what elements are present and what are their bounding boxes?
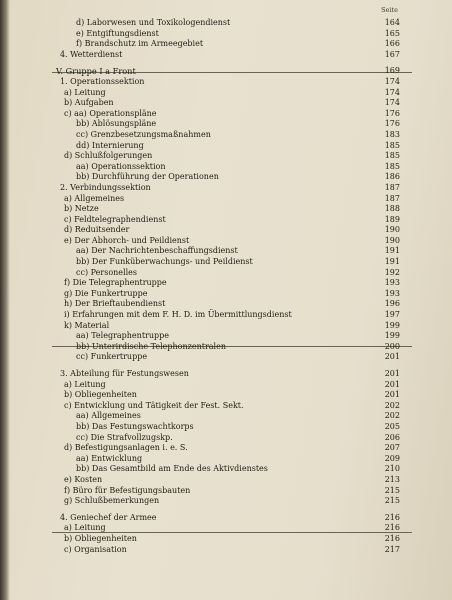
toc-entry-label: h) Der Brieftaubendienst <box>64 299 166 309</box>
toc-entry <box>0 464 452 475</box>
toc-entry-label: 4. Wetterdienst <box>60 49 123 59</box>
toc-entry <box>0 545 452 556</box>
toc-entry-page: 185 <box>384 151 400 161</box>
toc-entry-page: 183 <box>384 129 400 139</box>
toc-entry <box>0 289 452 300</box>
toc-entry <box>0 215 452 226</box>
toc-entry-label: d) Reduitsender <box>64 225 130 235</box>
toc-entry-label: bb) Das Gesamtbild am Ende des Aktivdienstes <box>76 464 268 474</box>
toc-entry-page: 165 <box>384 28 400 38</box>
toc-entry <box>0 257 452 268</box>
toc-entry-page: 193 <box>384 278 400 288</box>
toc-entry-page: 166 <box>384 39 400 49</box>
toc-entry <box>0 278 452 289</box>
toc-entry-page: 169 <box>384 66 400 76</box>
toc-entry <box>0 50 452 61</box>
toc-entry-label: b) Obliegenheiten <box>64 390 137 400</box>
table-of-contents <box>0 18 452 555</box>
toc-entry-label: e) Kosten <box>64 474 103 484</box>
toc-entry-label: aa) Operationssektion <box>76 161 166 171</box>
page-column-header: Seite <box>381 6 398 14</box>
toc-entry-label: aa) Allgemeines <box>76 411 141 421</box>
toc-entry-label: 2. Verbindungssektion <box>60 182 151 192</box>
toc-entry-label: V. Gruppe I a Front <box>56 66 136 77</box>
toc-entry-page: 201 <box>384 352 400 362</box>
toc-entry-page: 207 <box>384 443 400 453</box>
toc-entry <box>0 119 452 130</box>
toc-entry-page: 193 <box>384 288 400 298</box>
toc-entry-label: e) Entgiftungsdienst <box>76 28 159 38</box>
toc-entry <box>0 401 452 412</box>
toc-entry <box>0 183 452 194</box>
toc-entry <box>0 454 452 465</box>
toc-entry-label: 4. Geniechef der Armee <box>60 512 157 522</box>
toc-entry <box>0 98 452 109</box>
toc-entry-label: f) Die Telegraphentruppe <box>64 278 167 288</box>
toc-entry-page: 216 <box>384 523 400 533</box>
toc-entry-label: aa) Telegraphentruppe <box>76 331 169 341</box>
toc-entry-page: 174 <box>384 76 400 86</box>
toc-entry <box>0 321 452 332</box>
toc-entry <box>0 534 452 545</box>
toc-entry-page: 215 <box>384 485 400 495</box>
toc-entry-page: 187 <box>384 182 400 192</box>
toc-entry <box>0 342 452 353</box>
toc-entry-label: bb) Der Funküberwachungs- und Peildienst <box>76 257 253 267</box>
toc-entry-label: d) Schlußfolgerungen <box>64 151 153 161</box>
toc-entry <box>0 39 452 50</box>
toc-entry-page: 190 <box>384 225 400 235</box>
toc-entry-label: 1. Operationssektion <box>60 76 145 86</box>
toc-entry <box>0 486 452 497</box>
toc-entry-label: bb) Das Festungswachtkorps <box>76 421 194 431</box>
toc-entry-page: 176 <box>384 108 400 118</box>
toc-entry <box>0 380 452 391</box>
toc-entry <box>0 109 452 120</box>
toc-entry <box>0 268 452 279</box>
toc-entry <box>0 88 452 99</box>
toc-entry <box>0 422 452 433</box>
toc-entry-page: 201 <box>384 379 400 389</box>
toc-entry-label: aa) Entwicklung <box>76 453 143 463</box>
toc-entry <box>0 352 452 363</box>
toc-entry-page: 215 <box>384 496 400 506</box>
toc-entry-page: 201 <box>384 390 400 400</box>
toc-entry-page: 216 <box>384 512 400 522</box>
toc-entry <box>0 172 452 183</box>
toc-entry <box>0 204 452 215</box>
toc-entry <box>0 433 452 444</box>
toc-entry <box>0 443 452 454</box>
toc-entry-page: 209 <box>384 453 400 463</box>
toc-entry <box>0 66 452 77</box>
toc-entry <box>0 29 452 40</box>
toc-entry-page: 190 <box>384 235 400 245</box>
toc-entry-page: 185 <box>384 161 400 171</box>
toc-entry-page: 200 <box>384 341 400 351</box>
toc-entry-page: 202 <box>384 411 400 421</box>
toc-entry-page: 213 <box>384 474 400 484</box>
toc-entry-label: bb) Ablösungspläne <box>76 119 157 129</box>
toc-entry-label: a) Allgemeines <box>64 193 125 203</box>
toc-entry <box>0 390 452 401</box>
toc-entry-label: c) Feldtelegraphendienst <box>64 214 166 224</box>
toc-entry-label: cc) Die Strafvollzugskp. <box>76 432 173 442</box>
toc-entry-page: 202 <box>384 400 400 410</box>
toc-entry-page: 186 <box>384 172 400 182</box>
toc-entry-label: b) Obliegenheiten <box>64 533 137 543</box>
toc-entry <box>0 130 452 141</box>
toc-entry <box>0 331 452 342</box>
toc-entry <box>0 411 452 422</box>
toc-entry-page: 216 <box>384 533 400 543</box>
toc-entry-label: cc) Personelles <box>76 267 137 277</box>
toc-entry-page: 196 <box>384 299 400 309</box>
toc-entry <box>0 310 452 321</box>
toc-entry-label: dd) Internierung <box>76 140 144 150</box>
toc-entry-page: 174 <box>384 98 400 108</box>
toc-entry-page: 199 <box>384 320 400 330</box>
toc-entry-page: 189 <box>384 214 400 224</box>
toc-entry-label: b) Aufgaben <box>64 98 114 108</box>
toc-entry-page: 185 <box>384 140 400 150</box>
toc-entry <box>0 299 452 310</box>
toc-entry <box>0 475 452 486</box>
toc-entry <box>0 162 452 173</box>
toc-entry-label: cc) Grenzbesetzungsmaßnahmen <box>76 129 211 139</box>
toc-entry-label: a) Leitung <box>64 87 106 97</box>
toc-entry-page: 192 <box>384 267 400 277</box>
toc-entry <box>0 194 452 205</box>
toc-entry <box>0 225 452 236</box>
toc-entry-page: 174 <box>384 87 400 97</box>
toc-entry-label: c) aa) Operationspläne <box>64 108 157 118</box>
toc-entry-label: f) Büro für Befestigungsbauten <box>64 485 191 495</box>
toc-entry-page: 201 <box>384 369 400 378</box>
toc-entry-label: c) Entwicklung und Tätigkeit der Fest. Sekt. <box>64 400 244 410</box>
toc-entry-page: 199 <box>384 331 400 341</box>
toc-entry-page: 187 <box>384 193 400 203</box>
toc-entry-label: cc) Funkertruppe <box>76 352 148 362</box>
toc-entry <box>0 151 452 162</box>
toc-entry-label: c) Organisation <box>64 544 127 554</box>
toc-entry-page: 191 <box>384 246 400 256</box>
toc-entry-page: 188 <box>384 204 400 214</box>
toc-entry <box>0 523 452 534</box>
toc-entry <box>0 496 452 507</box>
toc-entry-label: 3. Abteilung für Festungswesen <box>60 369 189 378</box>
toc-entry-page: 205 <box>384 421 400 431</box>
toc-entry <box>0 236 452 247</box>
toc-entry-label: aa) Der Nachrichtenbeschaffungsdienst <box>76 246 238 256</box>
toc-entry-page: 164 <box>384 18 400 27</box>
toc-entry-label: d) Laborwesen und Toxikologendienst <box>76 18 231 27</box>
toc-entry-label: b) Netze <box>64 204 99 214</box>
toc-entry-label: bb) Unterirdische Telephonzentralen <box>76 341 226 351</box>
toc-entry-label: bb) Durchführung der Operationen <box>76 172 219 182</box>
toc-entry-page: 191 <box>384 257 400 267</box>
toc-entry-page: 210 <box>384 464 400 474</box>
toc-entry-page: 197 <box>384 310 400 320</box>
toc-entry-label: i) Erfahrungen mit dem F. H. D. im Übermittlungsdienst <box>64 310 292 320</box>
toc-entry-label: a) Leitung <box>64 379 106 389</box>
toc-entry <box>0 369 452 380</box>
toc-entry-page: 217 <box>384 544 400 554</box>
toc-entry-label: g) Die Funkertruppe <box>64 288 148 298</box>
toc-entry <box>0 77 452 88</box>
toc-entry-page: 167 <box>384 49 400 59</box>
toc-entry-label: a) Leitung <box>64 523 106 533</box>
toc-entry <box>0 141 452 152</box>
toc-entry-page: 176 <box>384 119 400 129</box>
toc-entry <box>0 18 452 29</box>
toc-entry-label: g) Schlußbemerkungen <box>64 496 160 506</box>
toc-entry-page: 206 <box>384 432 400 442</box>
toc-entry <box>0 513 452 524</box>
toc-entry <box>0 246 452 257</box>
toc-entry-label: e) Der Abhorch- und Peildienst <box>64 235 190 245</box>
toc-entry-label: f) Brandschutz im Armeegebiet <box>76 39 204 49</box>
toc-entry-label: k) Material <box>64 320 110 330</box>
toc-entry-label: d) Befestigungsanlagen i. e. S. <box>64 443 188 453</box>
